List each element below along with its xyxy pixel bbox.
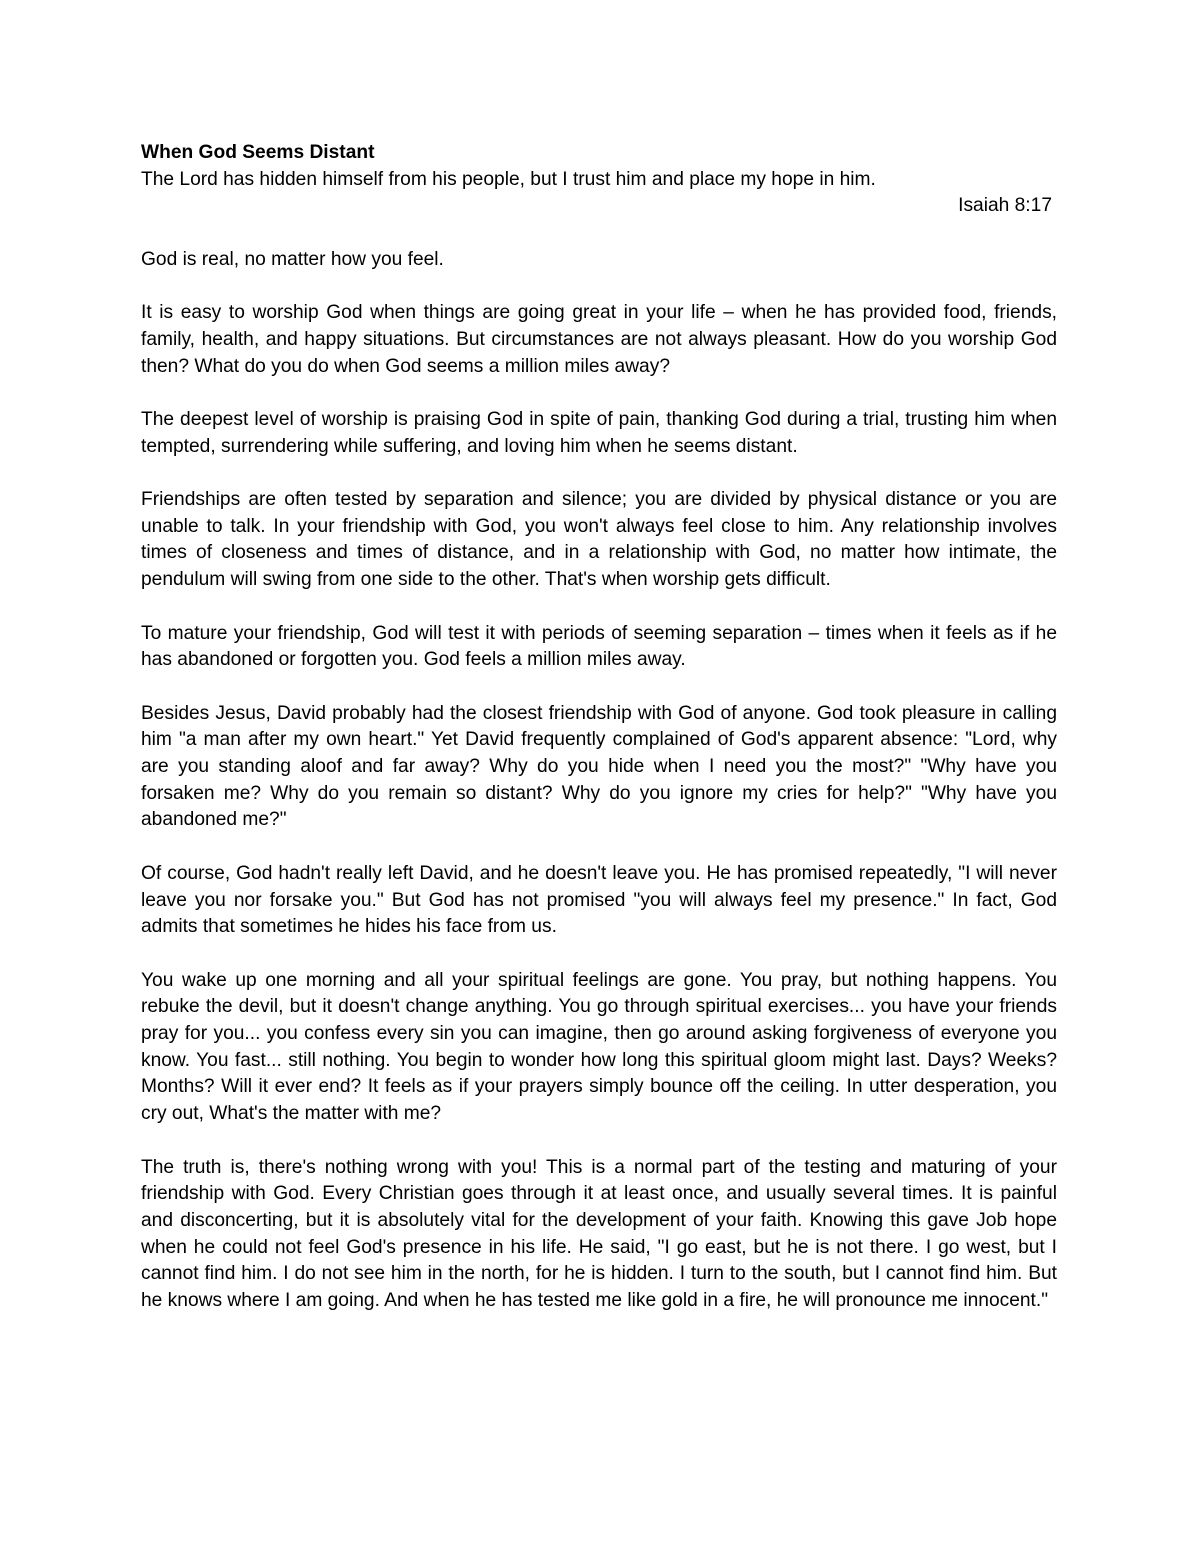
scripture-reference: Isaiah 8:17 (958, 195, 1052, 217)
document-title: When God Seems Distant (141, 142, 375, 163)
scripture-verse: The Lord has hidden himself from his people, but I trust him and place my hope in him. (141, 168, 876, 190)
paragraph: Besides Jesus, David probably had the closest friendship with God of anyone. God took pleasure in calling him "a man after my own heart." Yet David frequently complained of God's apparent absence: "Lord, why are you standing aloof and far away? Why do you hide when I need you the most?" "Why have you forsaken me? Why do you remain so distant? Why do you ignore my cries for help?" "Why have you abandoned me?" (141, 702, 1057, 831)
paragraph: To mature your friendship, God will test it with periods of seeming separation – times when it feels as if he has abandoned or forgotten you. God feels a million miles away. (141, 622, 1057, 671)
paragraph: God is real, no matter how you feel. (141, 248, 444, 270)
paragraph: The truth is, there's nothing wrong with you! This is a normal part of the testing and maturing of your friendship with God. Every Christian goes through it at least once, and usually several times. It is painful and disconcerting, but it is absolutely vital for the development of your faith. Knowing this gave Job hope when he could not feel God's presence in his life. He said, "I go east, but he is not there. I go west, but I cannot find him. I do not see him in the north, for he is hidden. I turn to the south, but I cannot find him. But he knows where I am going. And when he has tested me like gold in a fire, he will pronounce me innocent." (141, 1156, 1057, 1312)
paragraph: The deepest level of worship is praising God in spite of pain, thanking God during a trial, trusting him when tempted, surrendering while suffering, and loving him when he seems distant. (141, 408, 1057, 457)
paragraph: It is easy to worship God when things are going great in your life – when he has provided food, friends, family, health, and happy situations. But circumstances are not always pleasant. How do you worship God then? What do you do when God seems a million miles away? (141, 302, 1057, 377)
paragraph: You wake up one morning and all your spiritual feelings are gone. You pray, but nothing happens. You rebuke the devil, but it doesn't change anything. You go through spiritual exercises... you have your friends pray for you... you confess every sin you can imagine, then go around asking forgiveness of everyone you know. You fast... still nothing. You begin to wonder how long this spiritual gloom might last. Days? Weeks? Months? Will it ever end? It feels as if your prayers simply bounce off the ceiling. In utter desperation, you cry out, What's the matter with me? (141, 969, 1057, 1125)
document-page (141, 140, 1057, 1341)
paragraph: Of course, God hadn't really left David, and he doesn't leave you. He has promised repeatedly, "I will never leave you nor forsake you." But God has not promised "you will always feel my presence." In fact, God admits that sometimes he hides his face from us. (141, 862, 1057, 938)
paragraph: Friendships are often tested by separation and silence; you are divided by physical distance or you are unable to talk. In your friendship with God, you won't always feel close to him. Any relationship involves times of closeness and times of distance, and in a relationship with God, no matter how intimate, the pendulum will swing from one side to the other. That's when worship gets difficult. (141, 489, 1057, 591)
